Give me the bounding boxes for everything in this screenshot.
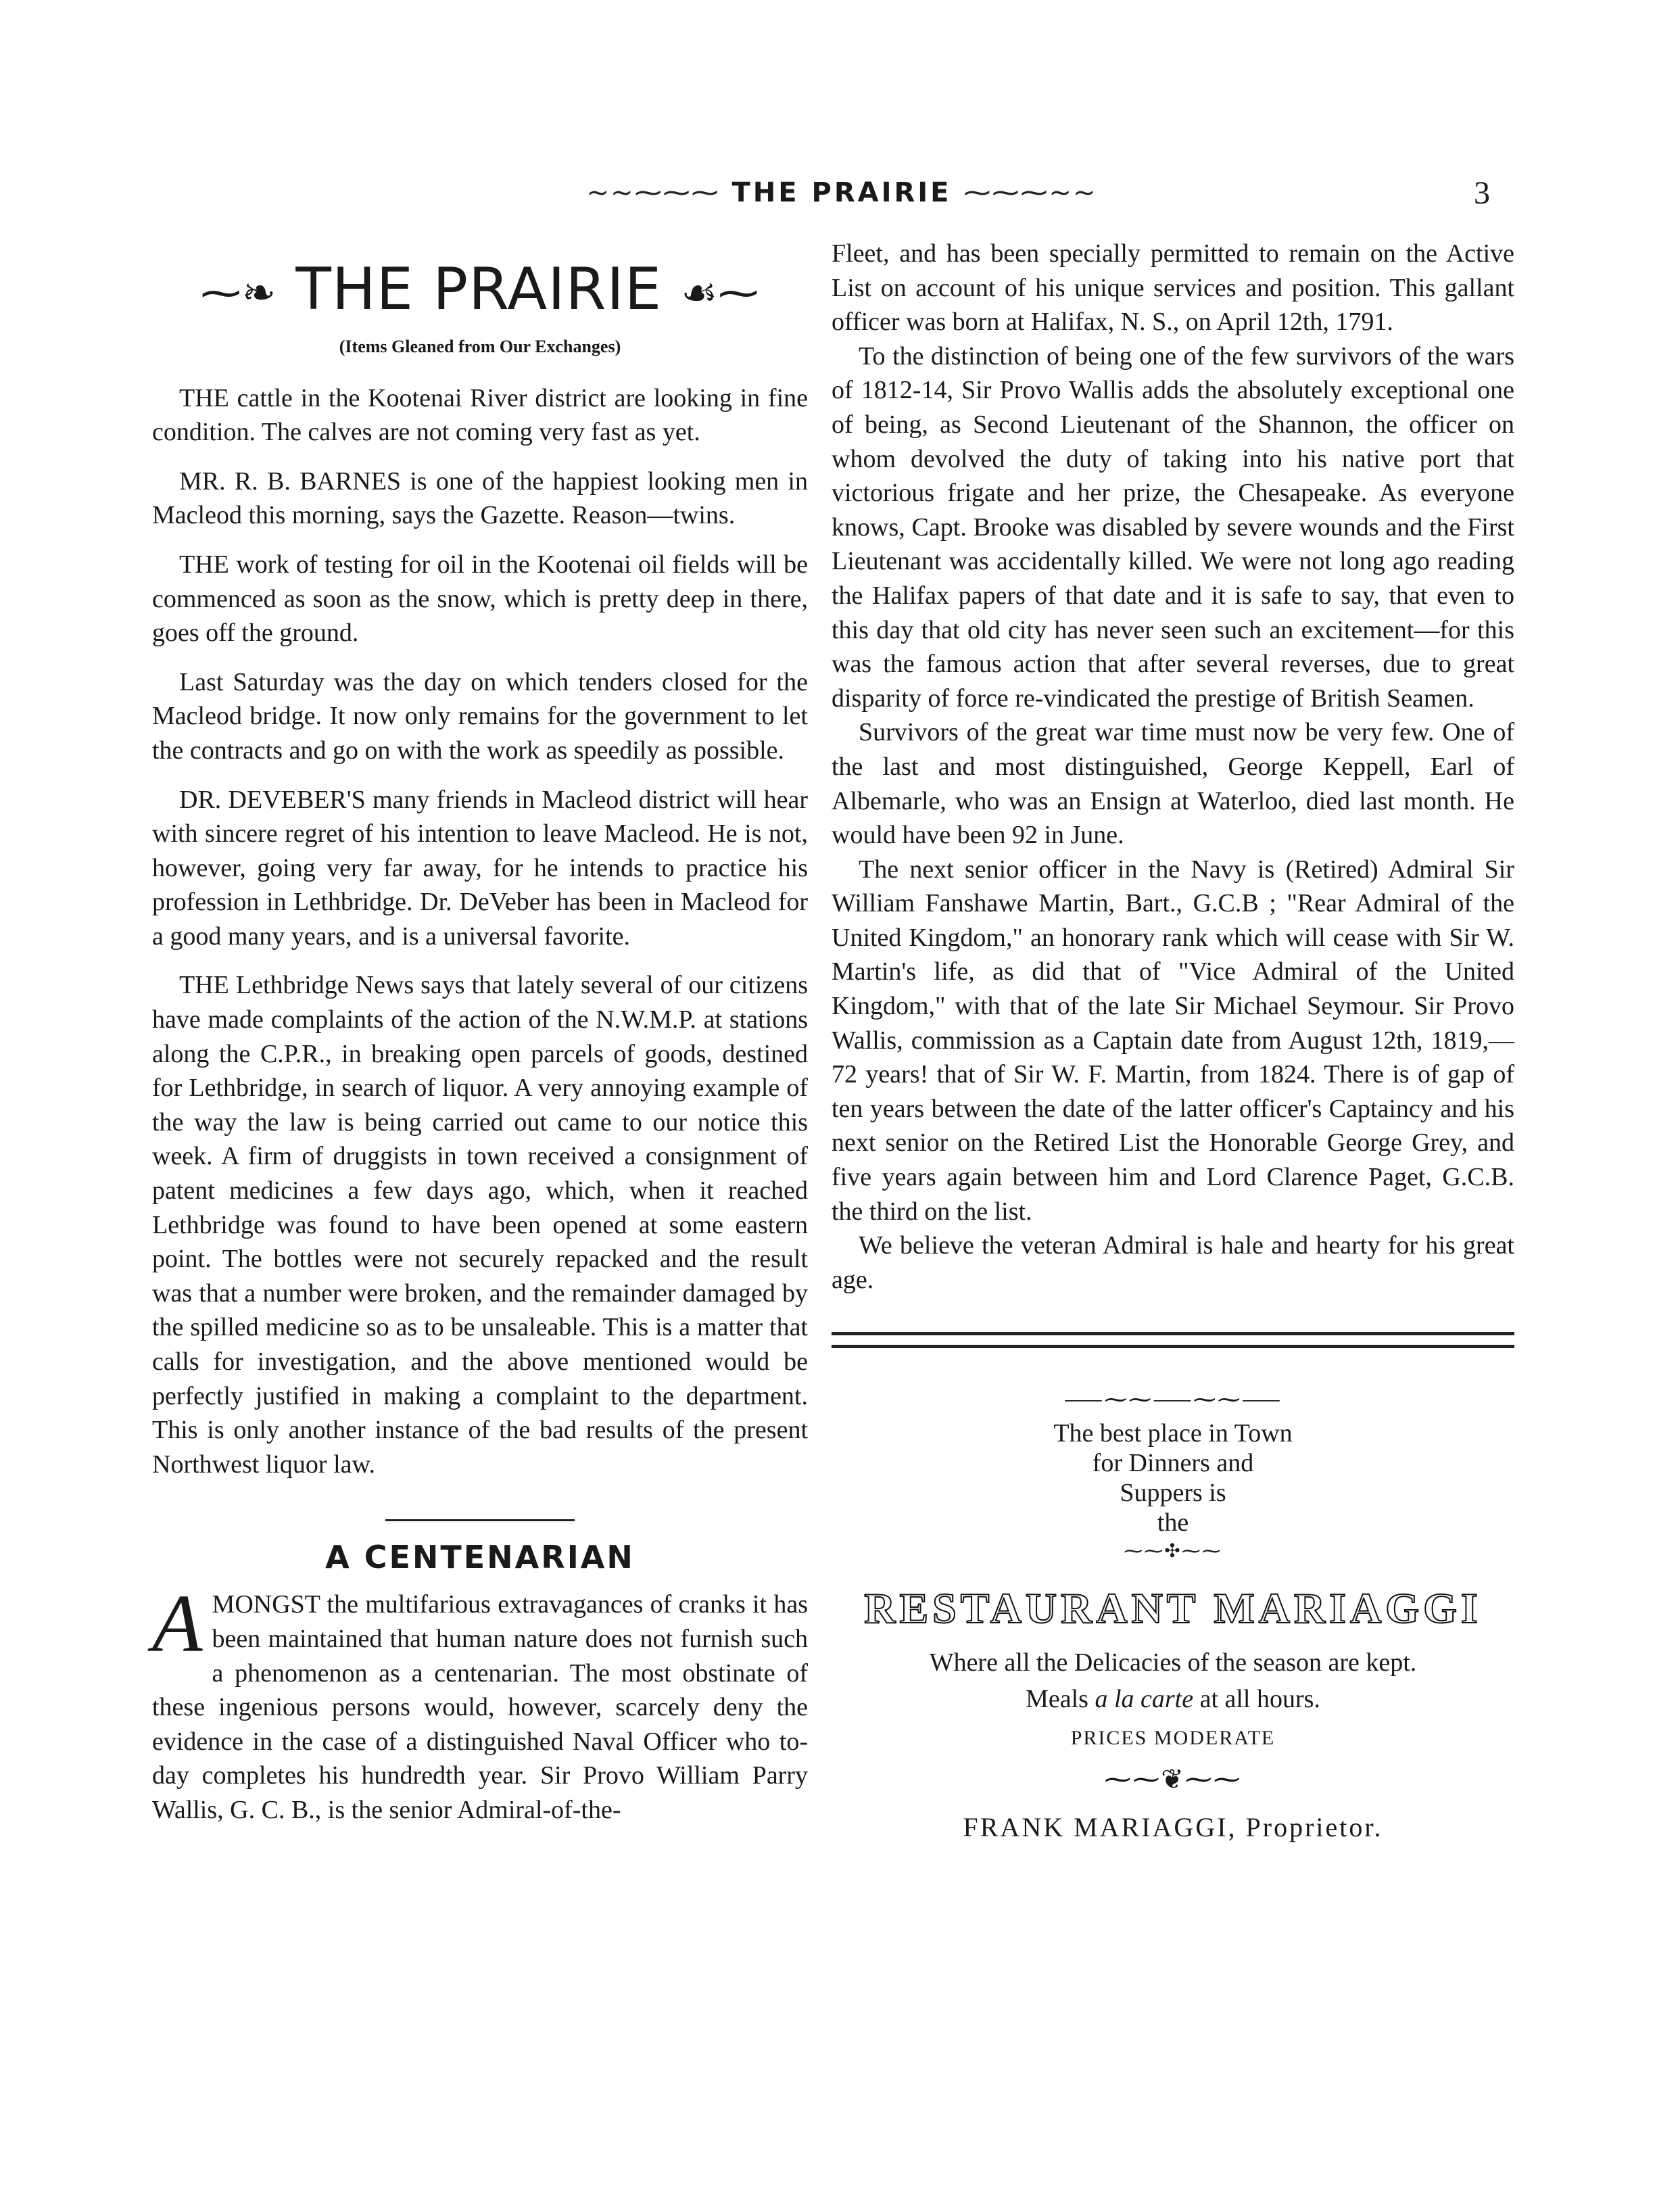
ad-intro-line-3: Suppers is — [1120, 1479, 1226, 1508]
ad-double-rule — [832, 1332, 1514, 1348]
restaurant-name: RESTAURANT MARIAGGI — [864, 1584, 1482, 1633]
section-divider — [385, 1519, 575, 1521]
ad-prices: PRICES MODERATE — [1070, 1727, 1276, 1750]
centenarian-continued-5: We believe the veteran Admiral is hale and hearty for his great age. — [832, 1231, 1514, 1294]
restaurant-ad — [832, 1389, 1514, 1843]
centenarian-continued-1: Fleet, and has been specially permitted to remain on the Active List on account of his unique services and position. This gallant officer was born at Halifax, N. S., on April 12th, 1791. — [832, 239, 1514, 337]
ad-meals-post: at all hours. — [1193, 1685, 1320, 1714]
page-number: 3 — [1474, 175, 1490, 211]
ad-meals-pre: Meals — [1026, 1685, 1095, 1714]
ad-body — [832, 1644, 1514, 1717]
title-ornament-right-icon: ☙⁓ — [681, 269, 760, 317]
news-item-oil: THE work of testing for oil in the Kootenai oil fields will be commenced as soon as the snow, which is pretty deep in there, goes off the ground. — [152, 550, 808, 648]
ad-intro-line-1: The best place in Town — [1053, 1419, 1293, 1448]
column-subtitle: (Items Gleaned from Our Exchanges) — [339, 336, 621, 356]
centenarian-continued-3: Survivors of the great war time must now be very few. One of the last and most distinguished, George Keppell, Earl of Albemarle, who was an Ensign at Waterloo, died last month. He would have been 92 in June. — [832, 718, 1514, 850]
ad-proprietor: FRANK MARIAGGI, Proprietor. — [963, 1812, 1383, 1843]
news-item-deveber: DR. DEVEBER'S many friends in Macleod district will hear with sincere regret of his intention to leave Macleod. He is not, however, going very far away, for he intends to practice his profession in Lethbridge. Dr. DeVeber has been in Macleod for a good many years, and is a universal favorite. — [152, 785, 808, 951]
centenarian-continued-4: The next senior officer in the Navy is (Retired) Admiral Sir William Fanshawe Martin, Bart., G.C.B ; "Rear Admiral of the United Kingdom," an honorary rank which will cease with Sir W. Martin's life, as did that of "Vice Admiral of the United Kingdom," with that of the late Sir Michael Seymour. Sir Provo Wallis, commission as a Captain date from August 12th, 1819,—72 years! that of Sir W. F. Martin, from 1824. There is of gap of ten years between the date of the latter officer's Captaincy and his next senior on the Retired List the Honorable George Grey, and five years again between him and Lord Clarence Paget, G.C.B. the third on the list. — [832, 855, 1514, 1226]
ad-ornament-mid: ⁓⁓✣⁓⁓ — [1124, 1541, 1222, 1562]
ad-meals-italic: a la carte — [1095, 1685, 1194, 1714]
column-title-text: THE PRAIRIE — [295, 256, 663, 323]
news-item-cattle: THE cattle in the Kootenai River district are looking in fine condition. The calves are not coming very fast as yet. — [152, 383, 808, 447]
ad-ornament-top: ⸺⁓⁓⸺⁓⁓⸺ — [1063, 1387, 1282, 1413]
running-header — [500, 177, 1183, 208]
header-ornament-left: ~~⁓⁓⁓ — [586, 177, 720, 208]
header-title: THE PRAIRIE — [731, 177, 952, 208]
header-ornament-right: ⁓⁓⁓~~ — [963, 177, 1097, 208]
news-item-lethbridge: THE Lethbridge News says that lately several of our citizens have made complaints of the action of the N.W.M.P. at stations along the C.P.R., in breaking open parcels of goods, destined for Lethbridge, in search of liquor. A very annoying example of the way the law is being carried out came to our notice this week. A firm of druggists in town received a consignment of patent medicines a few days ago, which, when it reached Lethbridge was found to have been opened at some eastern point. The bottles were not securely repacked and the result was that a number were broken, and the remainder damaged by the spilled medicine so as to be unsaleable. This is a matter that calls for investigation, and the above mentioned would be perfectly justified in making a complaint to the department. This is only another instance of the bad results of the present Northwest liquor law. — [152, 971, 808, 1479]
centenarian-continued-2: To the distinction of being one of the few survivors of the wars of 1812-14, Sir Provo Wallis adds the absolutely exceptional one of being, as Second Lieutenant of the Shannon, the officer on whom devolved the duty of taking into his native port that victorious frigate and her prize, the Chesapeake. As everyone knows, Capt. Brooke was disabled by severe wounds and the First Lieutenant was accidentally killed. We were not long ago reading the Halifax papers of that date and it is safe to say, that even to this day that old city has never seen such an excitement—for this was the famous action that after several reverses, due to great disparity of force re-vindicated the prestige of British Seamen. — [832, 341, 1514, 713]
news-item-barnes: MR. R. B. BARNES is one of the happiest looking men in Macleod this morning, says the Gazette. Reason—twins. — [152, 467, 808, 530]
ad-intro — [832, 1418, 1514, 1537]
ad-intro-line-2: for Dinners and — [1092, 1449, 1254, 1478]
column-title — [152, 256, 808, 327]
ad-line-delicacies: Where all the Delicacies of the season are kept. — [929, 1648, 1417, 1677]
title-ornament-left-icon: ⁓❧ — [200, 269, 277, 317]
ad-intro-line-4: the — [1157, 1508, 1189, 1537]
right-column — [832, 237, 1514, 1843]
centenarian-paragraph — [152, 1578, 808, 1827]
centenarian-title: A CENTENARIAN — [325, 1539, 635, 1576]
dropcap-letter: A — [152, 1578, 203, 1670]
news-item-bridge: Last Saturday was the day on which tenders closed for the Macleod bridge. It now only remains for the government to let the contracts and go on with the work as speedily as possible. — [152, 667, 808, 765]
centenarian-text: MONGST the multifarious extravagances of cranks it has been maintained that human nature does not furnish such a phenomenon as a centenarian. The most obstinate of these ingenious persons would, however, scarcely deny the evidence in the case of a distinguished Naval Officer who to-day completes his hundredth year. Sir Provo William Parry Wallis, G. C. B., is the senior Admiral-of-the- — [152, 1590, 808, 1824]
ad-line-meals — [832, 1681, 1514, 1717]
ad-fleuron-icon: ⁓⁓❦⁓⁓ — [1104, 1764, 1242, 1795]
left-column — [152, 237, 808, 1828]
